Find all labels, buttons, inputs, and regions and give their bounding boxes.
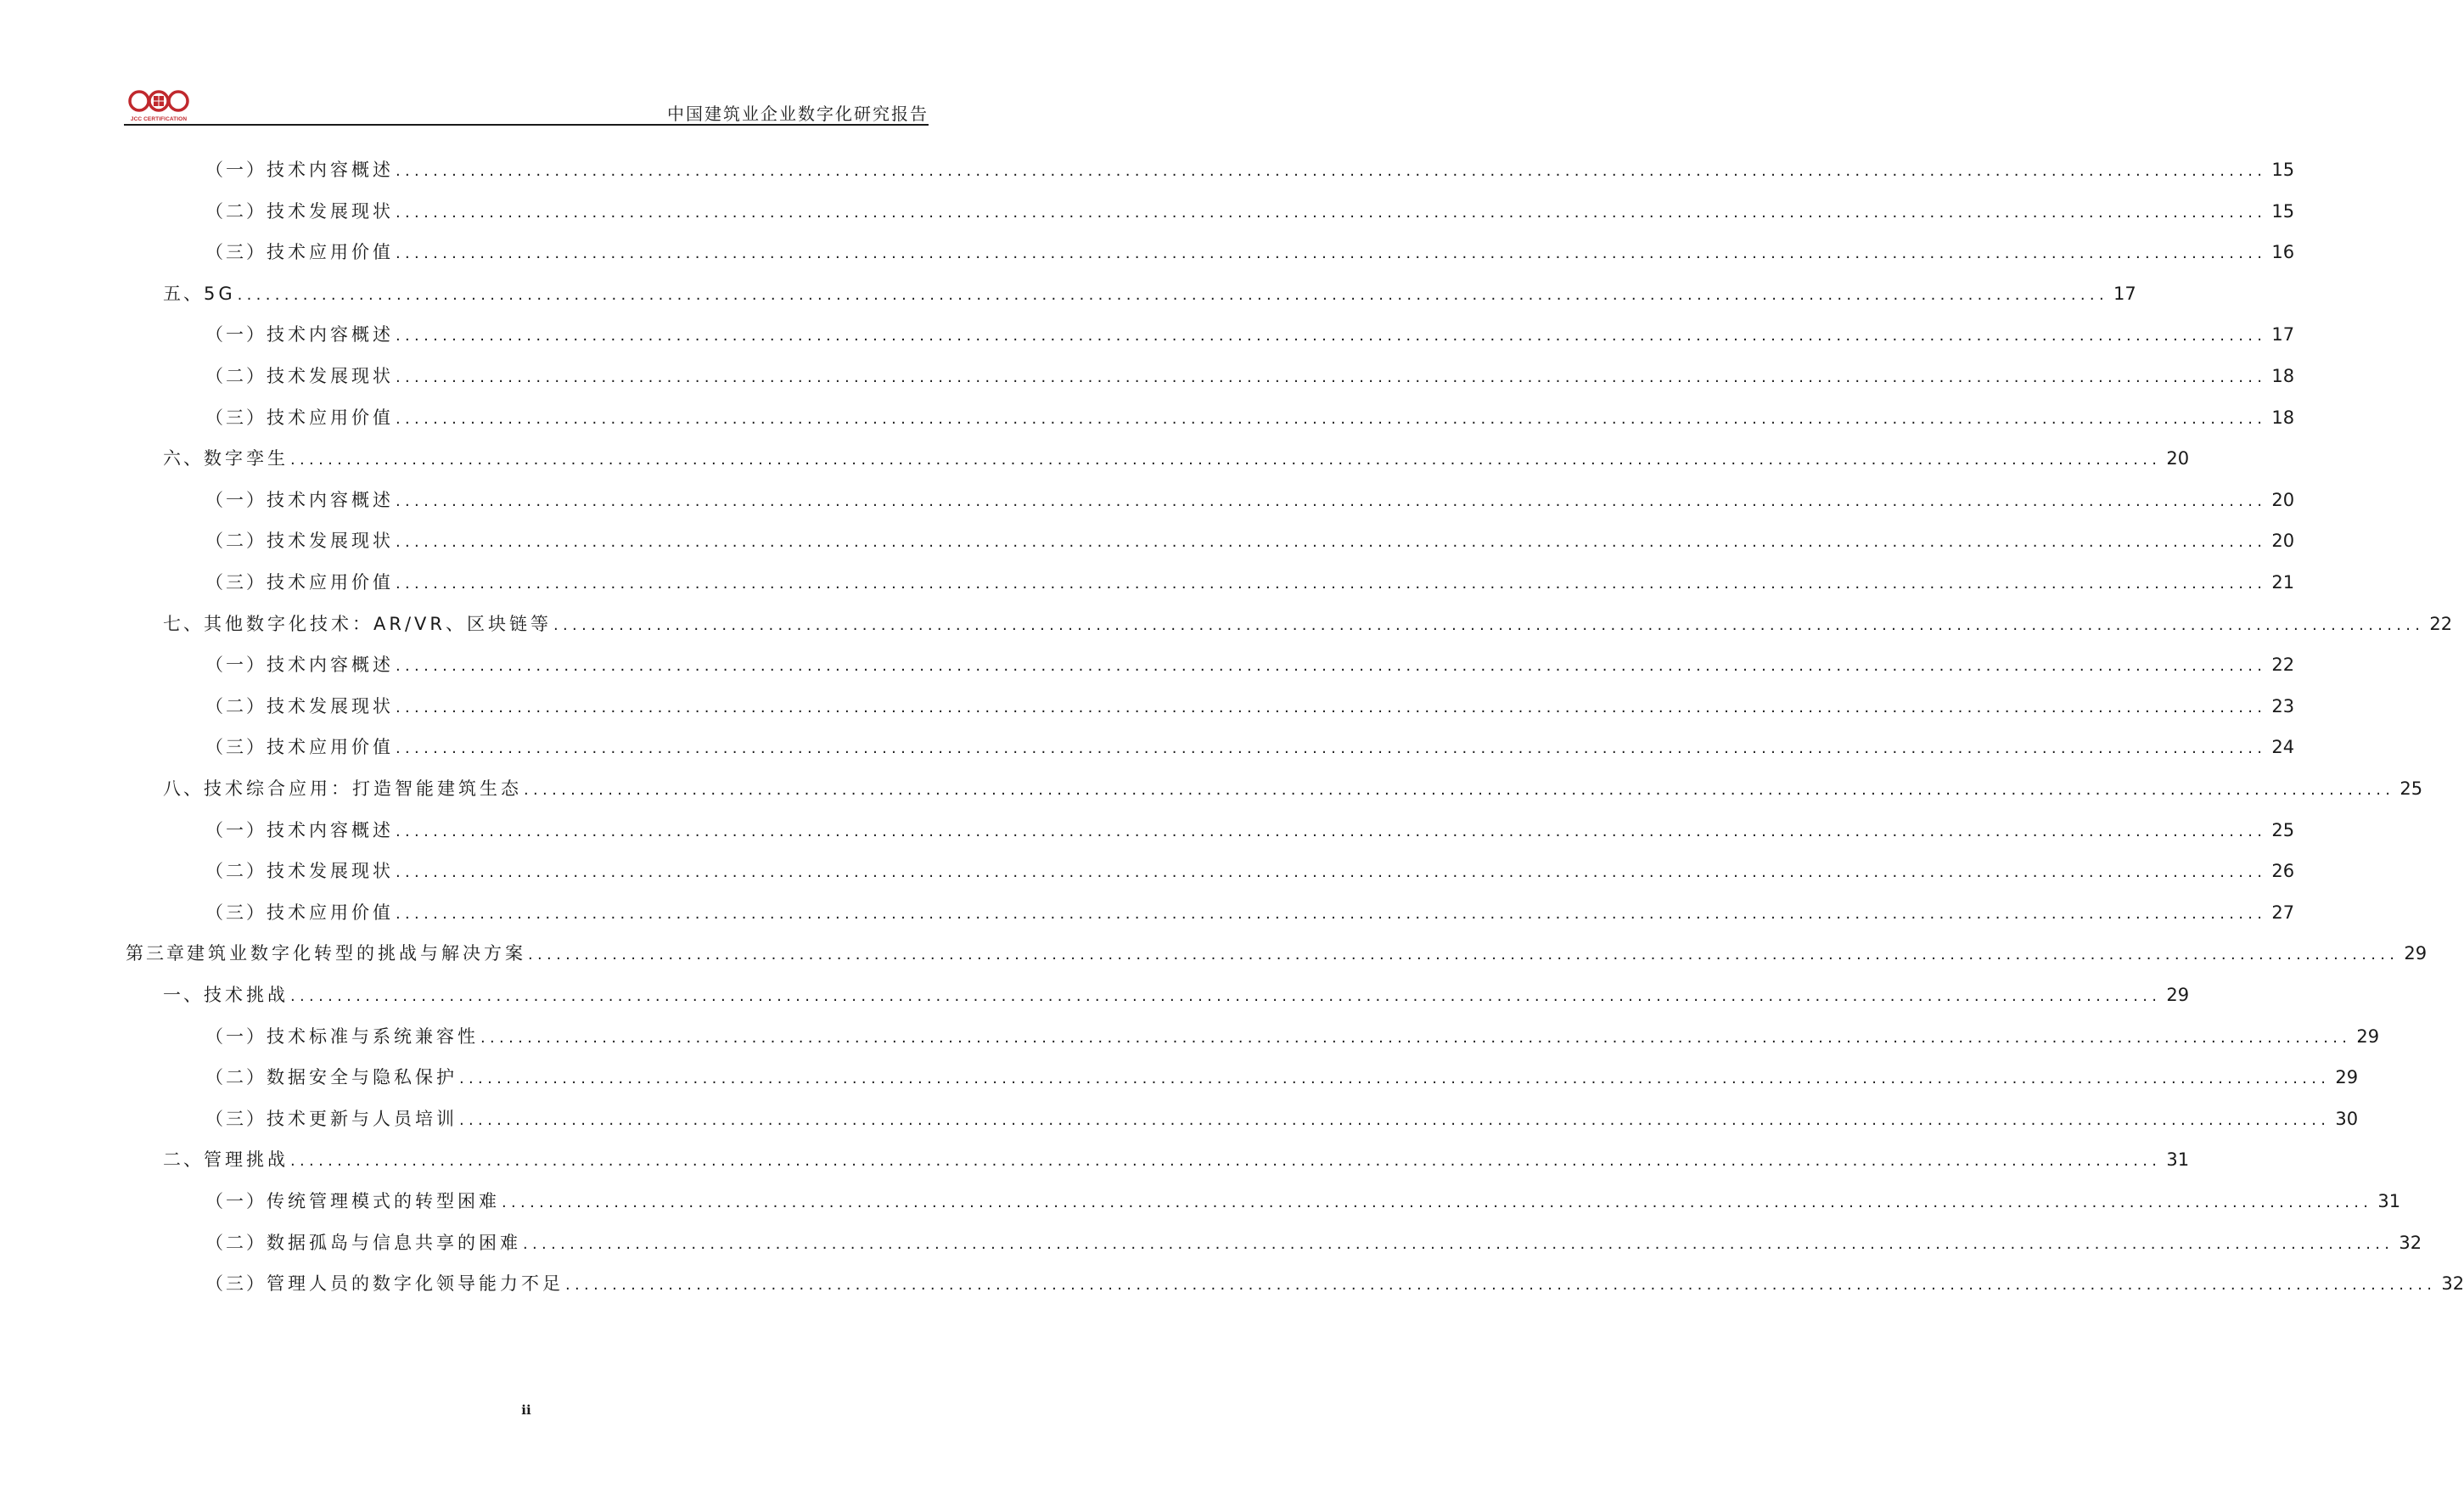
toc-entry-title: 技术内容概述 [267, 160, 394, 180]
toc-dot-leader: ........................................................................................................................................................................................................ [396, 904, 2267, 923]
toc-dot-leader: ........................................................................................................................................................................................................ [396, 492, 2267, 510]
toc-entry-page: 20 [2271, 531, 2295, 552]
toc-dot-leader: ........................................................................................................................................................................................................ [396, 863, 2267, 882]
toc-dot-leader: ........................................................................................................................................................................................................ [396, 203, 2267, 222]
toc-entry-title: 技术应用价值 [267, 407, 394, 428]
toc-entry[interactable] [163, 980, 2190, 1009]
toc-entry-number: （三） [205, 737, 267, 758]
toc-entry[interactable] [205, 1187, 2401, 1216]
toc-entry-page: 18 [2271, 407, 2295, 428]
toc-entry-title: 数字孪生 [204, 448, 289, 469]
toc-entry-page: 16 [2271, 242, 2295, 263]
toc-entry-page: 26 [2271, 861, 2295, 882]
toc-entry-number: （三） [205, 902, 267, 923]
toc-entry-page: 25 [2399, 778, 2423, 799]
toc-dot-leader: ........................................................................................................................................................................................................ [396, 657, 2267, 676]
toc-entry-title: 管理挑战 [204, 1149, 289, 1171]
toc-entry[interactable] [205, 197, 2295, 226]
toc-entry-number: （三） [205, 572, 267, 593]
toc-entry-number: （一） [205, 655, 267, 676]
toc-dot-leader: ........................................................................................................................................................................................................ [396, 368, 2267, 386]
toc-entry[interactable] [205, 1104, 2359, 1133]
toc-entry-title: 技术应用价值 [267, 572, 394, 593]
toc-entry-page: 17 [2113, 283, 2136, 304]
toc-entry-title: 技术发展现状 [267, 366, 394, 386]
toc-entry[interactable] [205, 320, 2295, 349]
toc-entry-title: 技术更新与人员培训 [267, 1108, 457, 1129]
toc-dot-leader: ........................................................................................................................................................................................................ [459, 1070, 2331, 1088]
toc-entry[interactable] [205, 362, 2295, 391]
toc-entry-title: 传统管理模式的转型困难 [267, 1191, 500, 1211]
toc-entry-page: 32 [2441, 1273, 2464, 1295]
toc-entry-page: 31 [2377, 1191, 2401, 1211]
toc-entry-title: 数据孤岛与信息共享的困难 [267, 1232, 521, 1253]
toc-entry[interactable] [205, 650, 2295, 679]
toc-entry-number: （二） [205, 861, 267, 882]
toc-entry-page: 18 [2271, 366, 2295, 386]
toc-entry[interactable] [205, 898, 2295, 927]
toc-dot-leader: ........................................................................................................................................................................................................ [396, 327, 2267, 346]
toc-entry[interactable] [205, 1063, 2359, 1092]
toc-entry[interactable] [205, 857, 2295, 885]
toc-entry-number: （二） [205, 200, 267, 222]
toc-entry-number: 第三章 [126, 943, 187, 964]
toc-entry-number: （二） [205, 366, 267, 386]
toc-entry-number: （二） [205, 531, 267, 552]
toc-entry-title: 技术内容概述 [267, 655, 394, 676]
page-number: ii [521, 1402, 531, 1418]
logo-text: JCC CERTIFICATION [130, 116, 188, 122]
toc-dot-leader: ........................................................................................................................................................................................................ [290, 1152, 2162, 1171]
toc-dot-leader: ........................................................................................................................................................................................................ [290, 987, 2162, 1005]
toc-entry-page: 17 [2271, 324, 2295, 346]
toc-entry-page: 20 [2166, 448, 2190, 469]
toc-entry-number: （二） [205, 695, 267, 716]
toc-entry-title: 技术发展现状 [267, 695, 394, 716]
toc-entry[interactable] [205, 403, 2295, 432]
toc-entry-number: （一） [205, 1191, 267, 1211]
toc-entry-page: 29 [2166, 985, 2190, 1005]
toc-entry-title: 技术发展现状 [267, 531, 394, 552]
toc-entry-title: 技术内容概述 [267, 324, 394, 346]
toc-entry-number: （一） [205, 1025, 267, 1047]
toc-entry[interactable] [205, 692, 2295, 721]
toc-entry-page: 22 [2271, 655, 2295, 676]
toc-entry-page: 29 [2356, 1025, 2380, 1047]
toc-entry-title: 技术应用价值 [267, 737, 394, 758]
toc-entry-number: （二） [205, 1232, 267, 1253]
toc-entry-number: （三） [205, 1108, 267, 1129]
toc-dot-leader: ........................................................................................................................................................................................................ [396, 822, 2267, 840]
toc-entry-number: 七、 [163, 613, 204, 634]
toc-entry[interactable] [205, 1269, 2464, 1298]
toc-entry[interactable] [205, 816, 2295, 845]
toc-entry-title: 技术应用价值 [267, 242, 394, 263]
toc-entry-title: 数据安全与隐私保护 [267, 1067, 457, 1088]
toc-entry-number: （三） [205, 407, 267, 428]
jcc-logo [124, 88, 194, 126]
toc-dot-leader: ........................................................................................................................................................................................................ [523, 1234, 2394, 1253]
toc-entry-title: 技术标准与系统兼容性 [267, 1025, 479, 1047]
toc-entry-number: 二、 [163, 1149, 204, 1171]
toc-entry-number: 一、 [163, 985, 204, 1005]
toc-entry[interactable] [205, 733, 2295, 761]
toc-entry[interactable] [205, 486, 2295, 514]
toc-entry-page: 22 [2429, 613, 2453, 634]
toc-entry-title: 管理人员的数字化领导能力不足 [267, 1273, 564, 1295]
toc-entry[interactable] [205, 238, 2295, 267]
toc-entry-page: 15 [2271, 200, 2295, 222]
toc-entry-number: （二） [205, 1067, 267, 1088]
toc-entry-title: 技术发展现状 [267, 200, 394, 222]
toc-entry[interactable] [163, 279, 2136, 308]
toc-dot-leader: ........................................................................................................................................................................................................ [459, 1110, 2331, 1129]
toc-entry-title: 技术应用价值 [267, 902, 394, 923]
toc-dot-leader: ........................................................................................................................................................................................................ [396, 739, 2267, 758]
toc-dot-leader: ........................................................................................................................................................................................................ [524, 781, 2395, 799]
toc-entry-title: 技术发展现状 [267, 861, 394, 882]
toc-entry-page: 21 [2271, 572, 2295, 593]
toc-dot-leader: ........................................................................................................................................................................................................ [396, 698, 2267, 716]
toc-entry-page: 27 [2271, 902, 2295, 923]
toc-dot-leader: ........................................................................................................................................................................................................ [396, 409, 2267, 428]
toc-entry-page: 15 [2271, 160, 2295, 180]
toc-dot-leader: ........................................................................................................................................................................................................ [528, 946, 2399, 964]
toc-dot-leader: ........................................................................................................................................................................................................ [237, 285, 2108, 304]
toc-entry[interactable] [205, 1228, 2422, 1257]
toc-entry-title: 其他数字化技术：AR/VR、区块链等 [204, 613, 552, 634]
toc-entry[interactable] [163, 1145, 2190, 1174]
toc-dot-leader: ........................................................................................................................................................................................................ [565, 1276, 2437, 1295]
toc-entry-page: 29 [2335, 1067, 2359, 1088]
toc-entry-title: 5G [204, 283, 236, 304]
toc-dot-leader: ........................................................................................................................................................................................................ [553, 615, 2425, 634]
toc-entry-number: 八、 [163, 778, 204, 799]
toc-entry[interactable] [205, 568, 2295, 597]
toc-entry[interactable] [163, 444, 2190, 473]
toc-dot-leader: ........................................................................................................................................................................................................ [396, 533, 2267, 552]
toc-dot-leader: ........................................................................................................................................................................................................ [396, 244, 2267, 263]
toc-entry-title: 建筑业数字化转型的挑战与解决方案 [187, 943, 526, 964]
toc-dot-leader: ........................................................................................................................................................................................................ [502, 1194, 2373, 1211]
toc-dot-leader: ........................................................................................................................................................................................................ [480, 1028, 2352, 1047]
toc-entry[interactable] [163, 610, 2453, 638]
toc-dot-leader: ........................................................................................................................................................................................................ [396, 162, 2267, 180]
toc-entry-number: （一） [205, 489, 267, 510]
toc-entry-title: 技术内容概述 [267, 819, 394, 840]
toc-entry-number: （三） [205, 1273, 267, 1295]
logo-rings-icon [127, 88, 190, 115]
toc-entry-number: （一） [205, 324, 267, 346]
toc-entry-page: 31 [2166, 1149, 2190, 1171]
toc-entry-title: 技术综合应用：打造智能建筑生态 [204, 778, 522, 799]
toc-entry-page: 32 [2399, 1232, 2422, 1253]
toc-entry-number: （一） [205, 819, 267, 840]
toc-entry-page: 29 [2404, 943, 2428, 964]
toc-entry-title: 技术挑战 [204, 985, 289, 1005]
report-title: 中国建筑业企业数字化研究报告 [667, 104, 929, 124]
toc-entry-number: （一） [205, 160, 267, 180]
toc-entry-page: 30 [2335, 1108, 2359, 1129]
toc-entry[interactable] [126, 939, 2428, 968]
toc-dot-leader: ........................................................................................................................................................................................................ [396, 575, 2267, 593]
toc-entry-title: 技术内容概述 [267, 489, 394, 510]
toc-entry-number: 五、 [163, 283, 204, 304]
toc-entry-page: 25 [2271, 819, 2295, 840]
toc-entry-page: 23 [2271, 695, 2295, 716]
toc-entry[interactable] [205, 1022, 2380, 1051]
toc-entry-page: 20 [2271, 489, 2295, 510]
toc-entry-number: 六、 [163, 448, 204, 469]
toc-entry[interactable] [205, 526, 2295, 555]
toc-entry[interactable] [163, 774, 2423, 803]
toc-dot-leader: ........................................................................................................................................................................................................ [290, 451, 2162, 469]
toc-entry[interactable] [205, 155, 2295, 184]
header-divider [124, 124, 929, 126]
toc-entry-number: （三） [205, 242, 267, 263]
toc-entry-page: 24 [2271, 737, 2295, 758]
